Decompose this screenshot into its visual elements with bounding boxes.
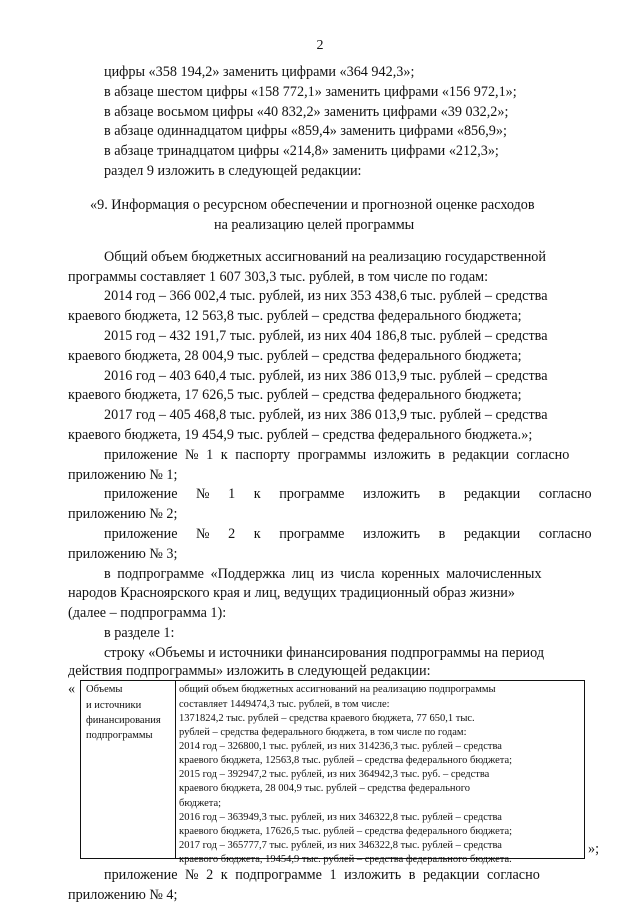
body-line: приложение № 2 к программе изложить в редакции согласно bbox=[104, 526, 592, 543]
right-cell-line: 2016 год – 363949,3 тыс. рублей, из них 346322,8 тыс. рублей – средства bbox=[179, 811, 502, 823]
left-cell-line: Объемы bbox=[86, 684, 123, 696]
body-line: в разделе 1: bbox=[104, 625, 175, 642]
body-line: приложению № 2; bbox=[68, 506, 178, 523]
body-line: в подпрограмме «Поддержка лиц из числа коренных малочисленных bbox=[104, 565, 542, 582]
right-cell-line: краевого бюджета, 17626,5 тыс. рублей – средства федерального бюджета; bbox=[179, 825, 513, 837]
body-line: народов Красноярского края и лиц, ведущих традиционный образ жизни» bbox=[68, 585, 515, 602]
right-cell-line: 2017 год – 365777,7 тыс. рублей, из них 346322,8 тыс. рублей – средства bbox=[179, 840, 502, 851]
body-line: строку «Объемы и источники финансирования подпрограммы на период bbox=[104, 644, 545, 661]
table-close-quote: »; bbox=[588, 840, 600, 857]
body-line: 2015 год – 432 191,7 тыс. рублей, из них 404 186,8 тыс. рублей – средства bbox=[104, 328, 548, 345]
body-line: программы составляет 1 607 303,3 тыс. рублей, в том числе по годам: bbox=[68, 268, 489, 285]
right-cell-line: составляет 1449474,3 тыс. рублей, в том числе: bbox=[179, 698, 390, 710]
left-cell-line: подпрограммы bbox=[86, 729, 153, 741]
body-line: краевого бюджета, 12 563,8 тыс. рублей – средства федерального бюджета; bbox=[68, 308, 522, 325]
body-line: 2016 год – 403 640,4 тыс. рублей, из них 386 013,9 тыс. рублей – средства bbox=[104, 367, 548, 384]
body-line: приложение № 1 к паспорту программы изложить в редакции согласно bbox=[104, 446, 570, 463]
body-line: 2014 год – 366 002,4 тыс. рублей, из них 353 438,6 тыс. рублей – средства bbox=[104, 288, 548, 305]
amendment-line: в абзаце одиннадцатом цифры «859,4» заменить цифрами «856,9»; bbox=[104, 123, 507, 140]
left-cell-line: и источники bbox=[86, 699, 142, 711]
body-line: краевого бюджета, 17 626,5 тыс. рублей – средства федерального бюджета; bbox=[68, 387, 522, 404]
right-cell-line: рублей – средства федерального бюджета, в том числе по годам: bbox=[179, 726, 467, 738]
page-number: 2 bbox=[316, 37, 324, 53]
body-line: приложению № 3; bbox=[68, 545, 178, 562]
right-cell-line: общий объем бюджетных ассигнований на реализацию подпрограммы bbox=[179, 684, 496, 696]
body-line: действия подпрограммы» изложить в следующей редакции: bbox=[68, 662, 431, 679]
right-cell-line: краевого бюджета, 12563,8 тыс. рублей – средства федерального бюджета; bbox=[179, 755, 513, 767]
right-cell-line: 1371824,2 тыс. рублей – средства краевого бюджета, 77 650,1 тыс. bbox=[179, 712, 475, 724]
closing-line: приложению № 4; bbox=[68, 887, 178, 904]
left-cell-line: финансирования bbox=[86, 714, 161, 726]
amendment-line: цифры «358 194,2» заменить цифрами «364 942,3»; bbox=[104, 64, 415, 81]
body-line: 2017 год – 405 468,8 тыс. рублей, из них 386 013,9 тыс. рублей – средства bbox=[104, 407, 548, 424]
body-line: краевого бюджета, 19 454,9 тыс. рублей – средства федерального бюджета.»; bbox=[68, 427, 533, 444]
amendment-line: раздел 9 изложить в следующей редакции: bbox=[104, 163, 362, 180]
body-line: (далее – подпрограмма 1): bbox=[68, 605, 227, 622]
right-cell-line: 2015 год – 392947,2 тыс. рублей, из них 364942,3 тыс. руб. – средства bbox=[179, 769, 490, 781]
body-line: Общий объем бюджетных ассигнований на реализацию государственной bbox=[104, 248, 546, 265]
body-line: приложению № 1; bbox=[68, 466, 178, 483]
heading-line: на реализацию целей программы bbox=[214, 216, 415, 233]
heading-line: «9. Информация о ресурсном обеспечении и прогнозной оценке расходов bbox=[90, 197, 535, 214]
amendment-line: в абзаце шестом цифры «158 772,1» заменить цифрами «156 972,1»; bbox=[104, 83, 517, 100]
body-line: приложение № 1 к программе изложить в редакции согласно bbox=[104, 486, 592, 503]
body-line: краевого бюджета, 28 004,9 тыс. рублей – средства федерального бюджета; bbox=[68, 347, 522, 364]
right-cell-line: краевого бюджета, 19454,9 тыс. рублей – средства федерального бюджета. bbox=[179, 854, 512, 866]
amendment-line: в абзаце тринадцатом цифры «214,8» заменить цифрами «212,3»; bbox=[104, 143, 499, 160]
right-cell-line: 2014 год – 326800,1 тыс. рублей, из них 314236,3 тыс. рублей – средства bbox=[179, 741, 502, 753]
closing-line: приложение № 2 к подпрограмме 1 изложить в редакции согласно bbox=[104, 867, 540, 884]
right-cell-line: бюджета; bbox=[179, 797, 222, 809]
right-cell-line: краевого бюджета, 28 004,9 тыс. рублей – средства федерального bbox=[179, 783, 471, 795]
table-open-quote: « bbox=[68, 680, 76, 697]
amendment-line: в абзаце восьмом цифры «40 832,2» заменить цифрами «39 032,2»; bbox=[104, 103, 509, 120]
